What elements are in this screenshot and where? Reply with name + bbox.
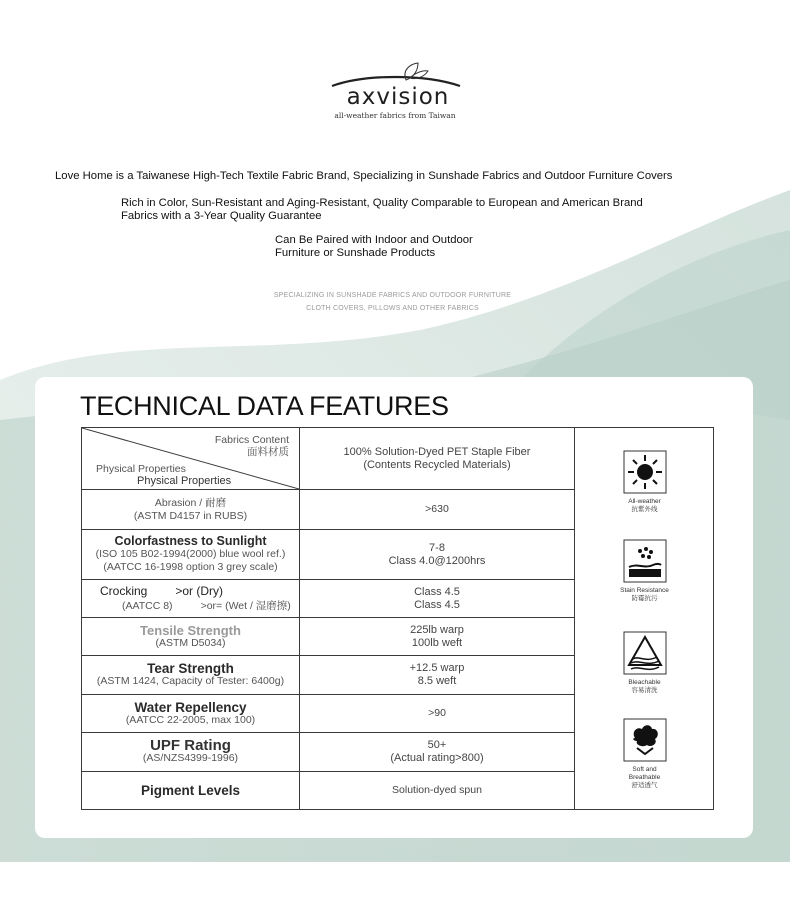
colorfastness-standard-2: (AATCC 16-1998 option 3 grey scale): [103, 561, 278, 573]
feature-soft-breathable-en2: Breathable: [628, 774, 661, 781]
crocking-dry-row: [100, 584, 299, 599]
feature-bleachable: [575, 631, 714, 695]
feature-bleachable-cn: 容易清洗: [631, 687, 658, 694]
brand-logo: [320, 58, 470, 128]
technical-title: TECHNICAL DATA FEATURES: [80, 391, 449, 421]
colorfastness-cell: [82, 530, 300, 580]
table-header-corner: [82, 428, 300, 490]
upf-name: UPF Rating: [150, 737, 231, 754]
crocking-standard: (AATCC 8): [122, 599, 173, 612]
brand-tagline: all-weather fabrics from Taiwan: [334, 111, 456, 120]
faint-caption-a: SPECIALIZING IN SUNSHADE FABRICS AND OUTDOOR FURNITURE: [273, 292, 512, 299]
colorfastness-value-2: Class 4.0@1200hrs: [388, 554, 486, 567]
faint-caption: [260, 289, 525, 315]
tear-value-2: 8.5 weft: [417, 675, 457, 687]
tensile-value-2: 100lb weft: [411, 636, 463, 649]
table-header-row: [82, 428, 575, 490]
fabric-content-label: [215, 434, 289, 458]
feature-all-weather-cn: 抗紫外线: [631, 506, 658, 513]
feature-soft-breathable-cn: 舒适透气: [631, 782, 658, 789]
colorfastness-standard-1: (ISO 105 B02-1994(2000) blue wool ref.): [95, 548, 286, 560]
feature-all-weather: [575, 450, 714, 514]
physical-properties-label-a: Physical Properties: [96, 463, 186, 475]
abrasion-standard: (ASTM D4157 in RUBS): [133, 509, 248, 522]
fabric-value-b: (Contents Recycled Materials): [363, 458, 511, 471]
spec-table: [81, 427, 575, 810]
feature-soft-breathable: [575, 718, 714, 790]
feature-bleachable-en: Bleachable: [628, 679, 661, 686]
feature-soft-breathable-caption: [575, 766, 714, 790]
crocking-value: [300, 580, 575, 618]
crocking-wet-label: >or= (Wet / 湿磨擦): [200, 599, 291, 612]
crocking-value-2: Class 4.5: [414, 598, 460, 611]
upf-standard: (AS/NZS4399-1996): [142, 752, 239, 764]
cotton-icon: [623, 718, 667, 762]
feature-all-weather-caption: [575, 498, 714, 514]
table-row: [82, 530, 575, 580]
upf-value: [300, 733, 575, 772]
colorfastness-value: [300, 530, 575, 580]
tear-name: Tear Strength: [147, 661, 234, 676]
water-cell: [82, 695, 300, 733]
feature-icons-column: [575, 427, 714, 810]
pigment-cell: [82, 772, 300, 810]
intro-line-2: [121, 197, 681, 223]
brand-name: axvision: [346, 84, 450, 110]
abrasion-value: >630: [300, 490, 575, 530]
feature-stain-resistance: [575, 539, 714, 603]
water-name: Water Repellency: [134, 699, 247, 715]
tensile-cell: [82, 618, 300, 656]
water-value: >90: [300, 695, 575, 733]
table-row: [82, 733, 575, 772]
tear-standard: (ASTM 1424, Capacity of Tester: 6400g): [96, 675, 285, 687]
water-standard: (AATCC 22-2005, max 100): [125, 713, 256, 726]
upf-value-1: 50+: [427, 739, 447, 751]
feature-stain-resistance-caption: [575, 587, 714, 603]
crocking-wet-row: [100, 599, 299, 614]
pigment-value: Solution-dyed spun: [300, 772, 575, 810]
intro-line-2b: Fabrics with a 3-Year Quality Guarantee: [121, 210, 322, 222]
intro-line-3: [275, 234, 535, 260]
upf-value-2: (Actual rating>800): [390, 752, 484, 764]
table-row: [82, 580, 575, 618]
fabric-content-en: Fabrics Content: [214, 434, 289, 446]
tensile-value: [300, 618, 575, 656]
fabric-content-value: [300, 428, 575, 490]
intro-line-3b: Furniture or Sunshade Products: [275, 247, 436, 259]
intro-line-1: Love Home is a Taiwanese High-Tech Textile Fabric Brand, Specializing in Sunshade Fabrics and Outdoor Furniture Covers: [55, 170, 673, 182]
table-row: [82, 618, 575, 656]
colorfastness-name: Colorfastness to Sunlight: [114, 534, 267, 548]
feature-bleachable-caption: [575, 679, 714, 695]
upf-cell: [82, 733, 300, 772]
tear-value: [300, 656, 575, 695]
crocking-cell: [82, 580, 300, 618]
tear-value-1: +12.5 warp: [409, 662, 465, 674]
table-row: [82, 656, 575, 695]
fabric-content-cn: 面料材质: [247, 446, 289, 458]
intro-line-3a: Can Be Paired with Indoor and Outdoor: [275, 234, 473, 246]
faint-caption-b: CLOTH COVERS, PILLOWS AND OTHER FABRICS: [306, 305, 479, 312]
intro-line-2a: Rich in Color, Sun-Resistant and Aging-Resistant, Quality Comparable to European and American Brand: [121, 197, 643, 209]
fabric-value-a: 100% Solution-Dyed PET Staple Fiber: [343, 445, 531, 458]
table-row: [82, 490, 575, 530]
crocking-name: Crocking: [100, 583, 148, 598]
physical-properties-label-b: Physical Properties: [137, 475, 232, 487]
table-row: [82, 695, 575, 733]
abrasion-cell: [82, 490, 300, 530]
colorfastness-value-1: 7-8: [429, 541, 445, 554]
stain-resistance-icon: [623, 539, 667, 583]
feature-all-weather-en: All-weather: [628, 498, 661, 505]
bleachable-icon: [623, 631, 667, 675]
tensile-value-1: 225lb warp: [410, 623, 464, 636]
abrasion-name: Abrasion / 耐磨: [154, 496, 227, 509]
feature-stain-resistance-cn: 防霉抗污: [631, 595, 658, 602]
crocking-dry-label: >or (Dry): [175, 583, 224, 598]
sun-icon: [623, 450, 667, 494]
crocking-value-1: Class 4.5: [414, 585, 460, 598]
tear-cell: [82, 656, 300, 695]
table-row: [82, 772, 575, 810]
tensile-standard: (ASTM D5034): [155, 636, 226, 649]
pigment-name: Pigment Levels: [140, 783, 241, 798]
feature-stain-resistance-en: Stain Resistance: [620, 587, 669, 594]
tensile-name: Tensile Strength: [140, 622, 241, 638]
feature-soft-breathable-en: Soft and: [632, 766, 657, 773]
